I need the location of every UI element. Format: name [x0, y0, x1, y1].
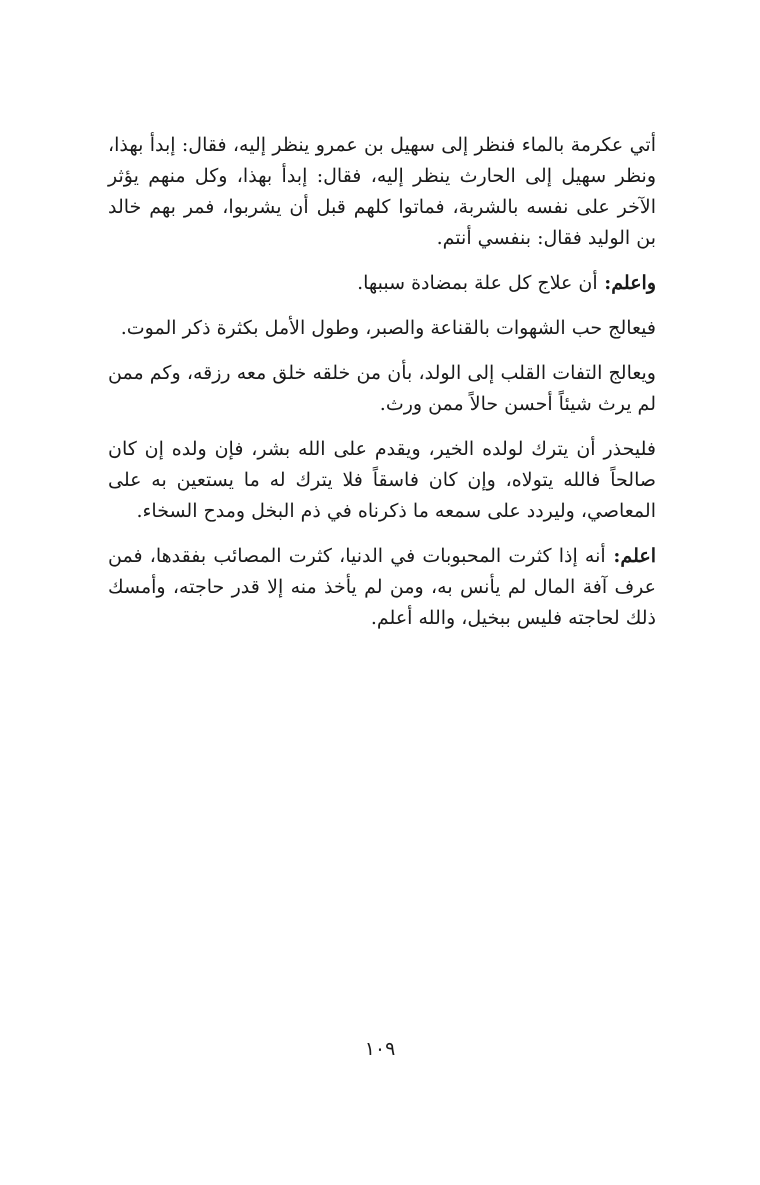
paragraph-text: أنه إذا كثرت المحبوبات في الدنيا، كثرت المصائب بفقدها، فمن عرف آفة المال لم يأنس به، ومن لم يأخذ منه إلا قدر حاجته، وأمسك ذلك لحاجته فليس ببخيل، والله أعلم. [108, 545, 656, 629]
paragraph-3 [108, 313, 656, 344]
paragraph-6 [108, 541, 656, 634]
paragraph-text: فليحذر أن يترك لولده الخير، ويقدم على الله بشر، فإن ولده إن كان صالحاً فالله يتولاه، وإن كان فاسقاً فلا يترك له ما يستعين به على المعاصي، وليردد على سمعه ما ذكرناه في ذم البخل ومدح السخاء. [108, 438, 656, 522]
page-number: ١٠٩ [364, 1038, 396, 1060]
paragraph-lead: اعلم: [605, 545, 656, 567]
paragraph-text: ويعالج التفات القلب إلى الولد، بأن من خلقه خلق معه رزقه، وكم ممن لم يرث شيئاً أحسن حالاً ممن ورث. [108, 362, 656, 415]
paragraph-4 [108, 358, 656, 420]
paragraph-5 [108, 434, 656, 527]
page-body [108, 130, 656, 648]
paragraph-2 [108, 268, 656, 299]
paragraph-lead: واعلم: [597, 272, 656, 294]
paragraph-text: أن علاج كل علة بمضادة سببها. [357, 272, 598, 294]
paragraph-text: فيعالج حب الشهوات بالقناعة والصبر، وطول الأمل بكثرة ذكر الموت. [120, 317, 656, 339]
paragraph-text: أتي عكرمة بالماء فنظر إلى سهيل بن عمرو ينظر إليه، فقال: إبدأ بهذا، ونظر سهيل إلى الحارث ينظر إليه، فقال: إبدأ بهذا، وكل منهم يؤثر الآخر على نفسه بالشربة، فماتوا كلهم قبل أن يشربوا، فمر بهم خالد بن الوليد فقال: بنفسي أنتم. [108, 134, 656, 249]
paragraph-1 [108, 130, 656, 254]
